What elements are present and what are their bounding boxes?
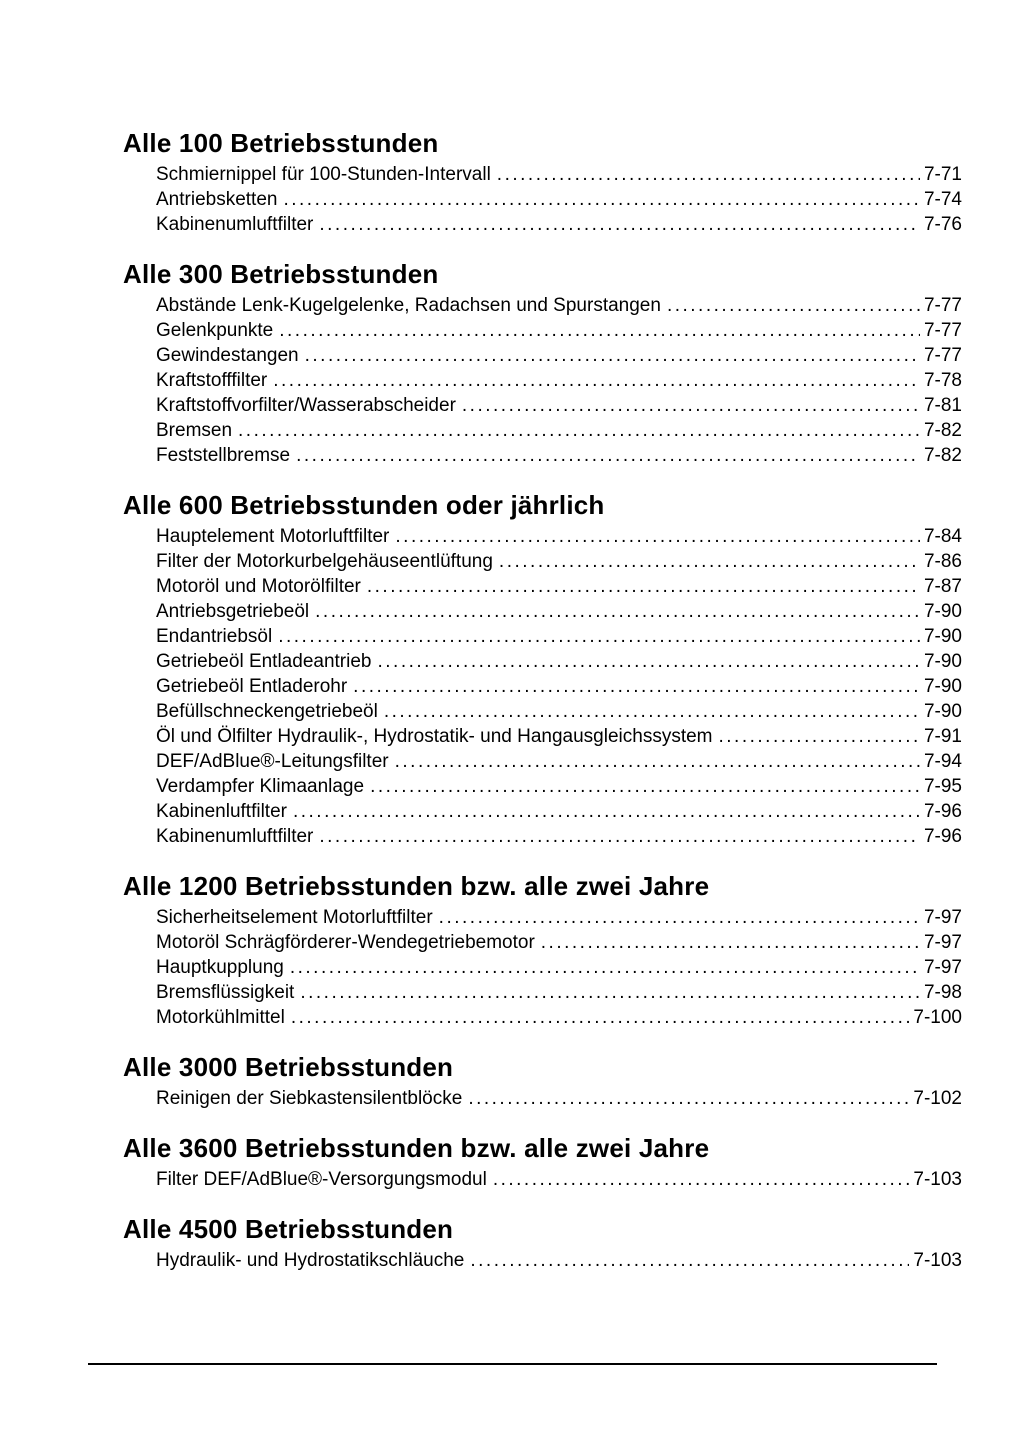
dot-leader <box>377 649 919 674</box>
toc-entry-label: Bremsen <box>156 420 233 441</box>
toc-entry <box>156 368 962 393</box>
dot-leader <box>273 368 920 393</box>
toc-entry-page: 7-81 <box>923 395 962 416</box>
section-alle-3600-betriebsstunden <box>123 1133 962 1192</box>
dot-leader <box>319 824 920 849</box>
dot-leader <box>395 524 920 549</box>
dot-leader <box>296 443 920 468</box>
toc-entry <box>156 699 962 724</box>
toc-entry-label: Gelenkpunkte <box>156 320 274 341</box>
toc-entry <box>156 674 962 699</box>
dot-leader <box>667 293 920 318</box>
toc-entry-label: Getriebeöl Entladeantrieb <box>156 651 372 672</box>
toc-entry <box>156 418 962 443</box>
toc-entry-label: Kabinenumluftfilter <box>156 826 314 847</box>
toc-entry-page: 7-97 <box>923 957 962 978</box>
dot-leader <box>290 955 920 980</box>
toc-entry-page: 7-97 <box>923 932 962 953</box>
toc-entry-page: 7-90 <box>923 601 962 622</box>
toc-entry-label: Hauptkupplung <box>156 957 284 978</box>
toc-entry-page: 7-90 <box>923 701 962 722</box>
toc-entry <box>156 1248 962 1273</box>
section-alle-600-betriebsstunden <box>123 490 962 849</box>
dot-leader <box>384 699 920 724</box>
dot-leader <box>300 980 920 1005</box>
section-heading: Alle 600 Betriebsstunden oder jährlich <box>123 490 605 520</box>
toc-entry <box>156 524 962 549</box>
toc-entry-label: Sicherheitselement Motorluftfilter <box>156 907 433 928</box>
section-heading: Alle 4500 Betriebsstunden <box>123 1214 454 1244</box>
toc-entry-page: 7-91 <box>923 726 962 747</box>
toc-entry-label: Hydraulik- und Hydrostatikschläuche <box>156 1250 465 1271</box>
toc-entry-label: Filter der Motorkurbelgehäuseentlüftung <box>156 551 493 572</box>
toc-entry-label: Getriebeöl Entladerohr <box>156 676 348 697</box>
dot-leader <box>293 799 920 824</box>
toc-entry-label: Befüllschneckengetriebeöl <box>156 701 378 722</box>
toc-entry-page: 7-103 <box>913 1250 962 1271</box>
toc-entry <box>156 724 962 749</box>
toc-entry <box>156 443 962 468</box>
dot-leader <box>353 674 920 699</box>
toc-entry-page: 7-90 <box>923 676 962 697</box>
dot-leader <box>370 774 920 799</box>
toc-entry <box>156 905 962 930</box>
toc-entry <box>156 393 962 418</box>
toc-entry <box>156 1167 962 1192</box>
toc-entry <box>156 549 962 574</box>
toc-entry-page: 7-78 <box>923 370 962 391</box>
toc-entry-page: 7-74 <box>923 189 962 210</box>
section-heading: Alle 100 Betriebsstunden <box>123 128 439 158</box>
toc-entry <box>156 212 962 237</box>
toc-entry <box>156 574 962 599</box>
toc-entry-page: 7-82 <box>923 445 962 466</box>
dot-leader <box>305 343 920 368</box>
toc-entry <box>156 749 962 774</box>
toc-entry <box>156 187 962 212</box>
toc-entry <box>156 980 962 1005</box>
toc-entry-label: Antriebsgetriebeöl <box>156 601 310 622</box>
section-alle-1200-betriebsstunden <box>123 871 962 1030</box>
section-alle-3000-betriebsstunden <box>123 1052 962 1111</box>
toc-entry-label: Kabinenumluftfilter <box>156 214 314 235</box>
toc-entry-page: 7-77 <box>923 320 962 341</box>
dot-leader <box>278 624 920 649</box>
toc-entry-page: 7-96 <box>923 801 962 822</box>
toc-entry-label: Endantriebsöl <box>156 626 273 647</box>
toc-entry-label: Reinigen der Siebkastensilentblöcke <box>156 1088 463 1109</box>
toc-entry-page: 7-90 <box>923 626 962 647</box>
toc-entry <box>156 162 962 187</box>
dot-leader <box>719 724 920 749</box>
dot-leader <box>468 1086 909 1111</box>
toc-entry-page: 7-71 <box>923 164 962 185</box>
dot-leader <box>493 1167 910 1192</box>
dot-leader <box>315 599 920 624</box>
toc-entry <box>156 649 962 674</box>
section-alle-4500-betriebsstunden <box>123 1214 962 1273</box>
toc-entry <box>156 799 962 824</box>
toc-entry-label: Feststellbremse <box>156 445 291 466</box>
page-footer-rule <box>88 1363 937 1365</box>
toc-entry-page: 7-86 <box>923 551 962 572</box>
toc-entry-page: 7-77 <box>923 345 962 366</box>
toc-entry-label: Motorkühlmittel <box>156 1007 285 1028</box>
dot-leader <box>470 1248 909 1273</box>
toc-entry-page: 7-97 <box>923 907 962 928</box>
dot-leader <box>319 212 920 237</box>
dot-leader <box>497 162 920 187</box>
toc-entry <box>156 343 962 368</box>
toc-entry-label: Verdampfer Klimaanlage <box>156 776 365 797</box>
toc-entry-page: 7-95 <box>923 776 962 797</box>
toc-entry-label: Bremsflüssigkeit <box>156 982 295 1003</box>
toc-entry <box>156 599 962 624</box>
toc-entry-label: Abstände Lenk-Kugelgelenke, Radachsen und Spurstangen <box>156 295 661 316</box>
toc-entry-label: Hauptelement Motorluftfilter <box>156 526 390 547</box>
toc-entry-page: 7-76 <box>923 214 962 235</box>
toc-entry-page: 7-77 <box>923 295 962 316</box>
toc-entry-page: 7-87 <box>923 576 962 597</box>
toc-entry-label: Filter DEF/AdBlue®-Versorgungsmodul <box>156 1169 487 1190</box>
dot-leader <box>283 187 920 212</box>
toc-entry <box>156 930 962 955</box>
dot-leader <box>439 905 920 930</box>
toc-entry <box>156 293 962 318</box>
toc-entry <box>156 955 962 980</box>
dot-leader <box>367 574 920 599</box>
dot-leader <box>541 930 920 955</box>
toc-entry-page: 7-94 <box>923 751 962 772</box>
dot-leader <box>462 393 920 418</box>
dot-leader <box>279 318 920 343</box>
toc-entry-page: 7-96 <box>923 826 962 847</box>
section-heading: Alle 3600 Betriebsstunden bzw. alle zwei Jahre <box>123 1133 710 1163</box>
toc-entry-label: Kraftstoffvorfilter/Wasserabscheider <box>156 395 456 416</box>
section-alle-100-betriebsstunden <box>123 128 962 237</box>
toc-entry-label: Kraftstofffilter <box>156 370 268 391</box>
dot-leader <box>291 1005 910 1030</box>
toc-entry-page: 7-98 <box>923 982 962 1003</box>
toc-entry-page: 7-90 <box>923 651 962 672</box>
toc-entry <box>156 1086 962 1111</box>
dot-leader <box>395 749 920 774</box>
toc-entry-label: Öl und Ölfilter Hydraulik-, Hydrostatik- und Hangausgleichssystem <box>156 726 713 747</box>
toc-entry-label: Motoröl Schrägförderer-Wendegetriebemotor <box>156 932 535 953</box>
toc-entry-page: 7-100 <box>913 1007 962 1028</box>
toc-entry-label: DEF/AdBlue®-Leitungsfilter <box>156 751 389 772</box>
toc-entry <box>156 774 962 799</box>
toc-entry-label: Motoröl und Motorölfilter <box>156 576 361 597</box>
toc-entry-label: Kabinenluftfilter <box>156 801 287 822</box>
section-alle-300-betriebsstunden <box>123 259 962 468</box>
section-heading: Alle 1200 Betriebsstunden bzw. alle zwei Jahre <box>123 871 710 901</box>
toc-entry <box>156 1005 962 1030</box>
toc-entry <box>156 318 962 343</box>
toc-entry-page: 7-84 <box>923 526 962 547</box>
dot-leader <box>499 549 920 574</box>
dot-leader <box>238 418 920 443</box>
toc-entry-label: Gewindestangen <box>156 345 299 366</box>
section-heading: Alle 300 Betriebsstunden <box>123 259 439 289</box>
toc-entry <box>156 824 962 849</box>
toc-entry-label: Schmiernippel für 100-Stunden-Intervall <box>156 164 491 185</box>
toc-entry-label: Antriebsketten <box>156 189 278 210</box>
toc-entry <box>156 624 962 649</box>
section-heading: Alle 3000 Betriebsstunden <box>123 1052 454 1082</box>
toc-entry-page: 7-102 <box>913 1088 962 1109</box>
toc-entry-page: 7-103 <box>913 1169 962 1190</box>
toc-entry-page: 7-82 <box>923 420 962 441</box>
